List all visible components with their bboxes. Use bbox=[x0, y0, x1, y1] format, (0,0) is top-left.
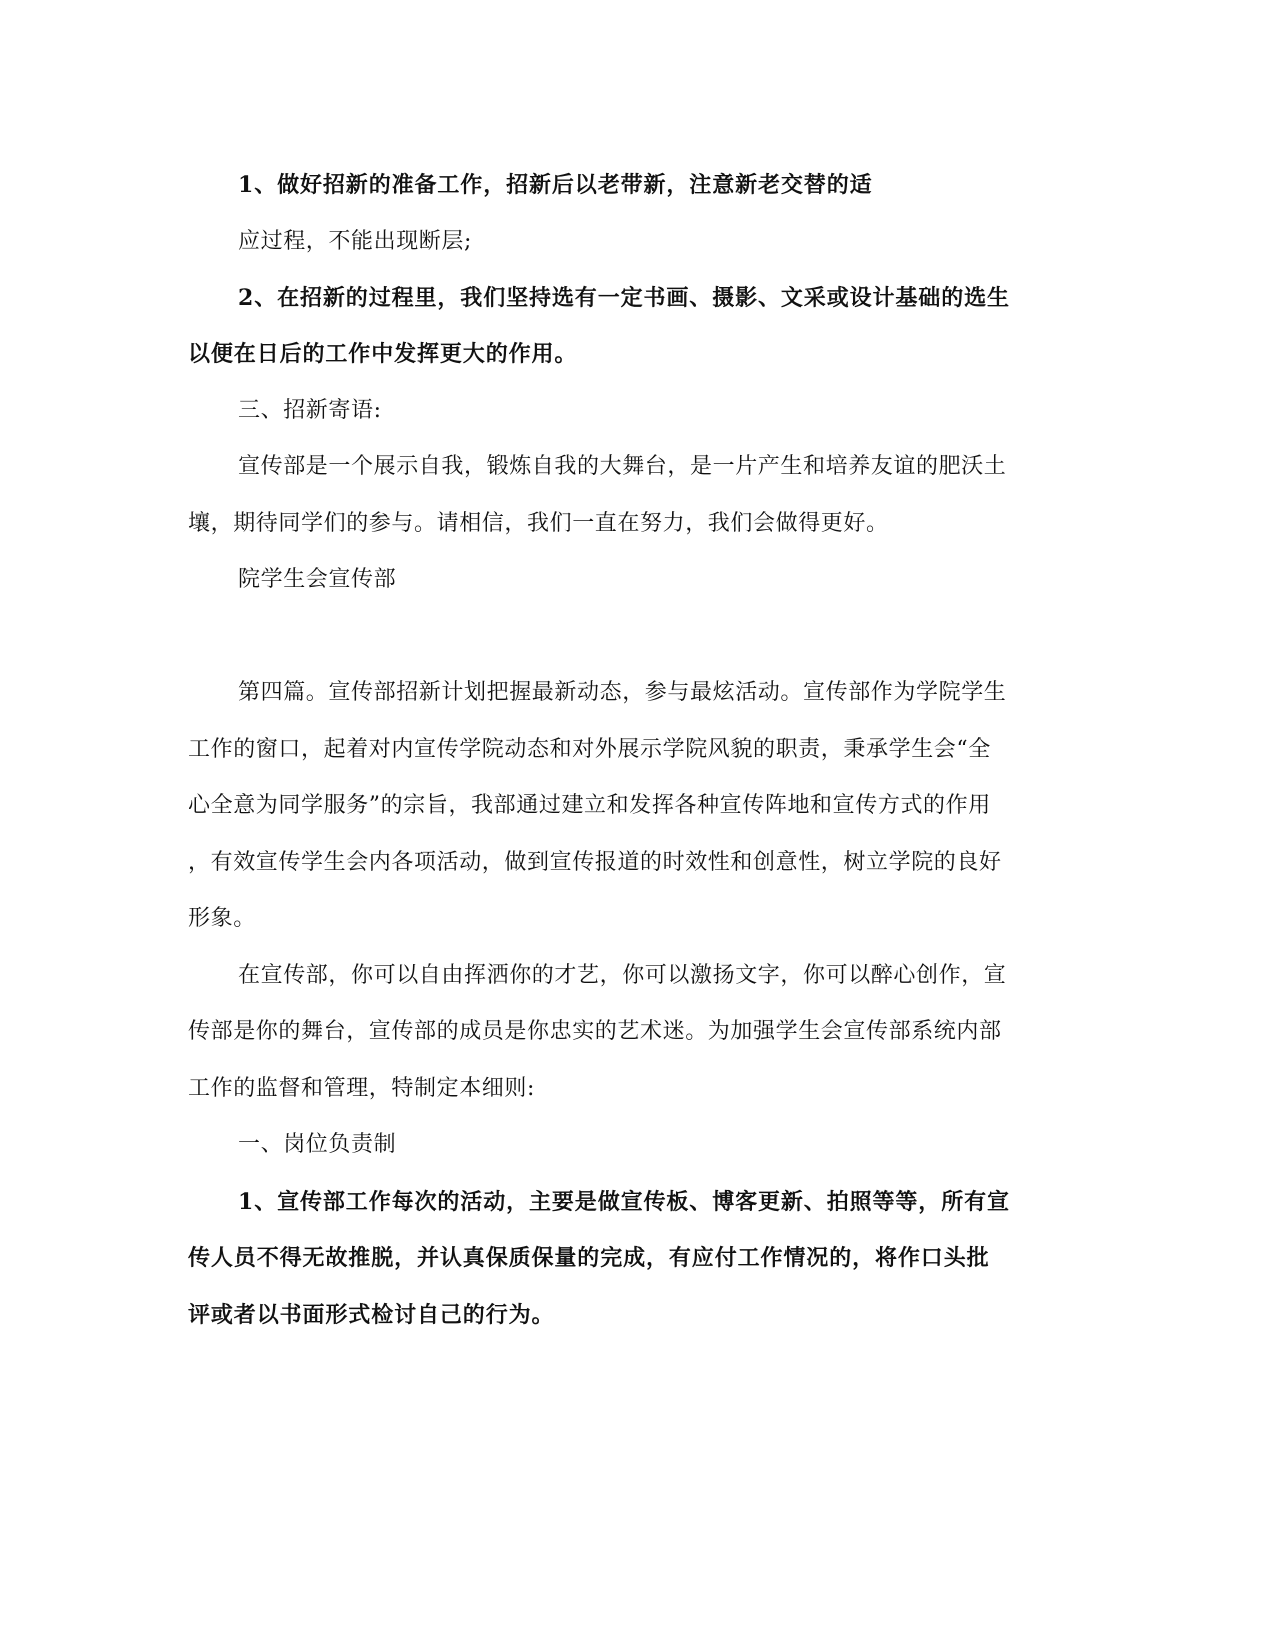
paragraph-line: 形象。 bbox=[188, 906, 256, 931]
paragraph-line: 2、在招新的过程里，我们坚持选有一定书画、摄影、文采或设计基础的选生 bbox=[238, 285, 1010, 311]
paragraph-line: 传部是你的舞台，宣传部的成员是你忠实的艺术迷。为加强学生会宣传部系统内部 bbox=[188, 1019, 1002, 1044]
signature-line: 院学生会宣传部 bbox=[238, 567, 397, 592]
paragraph-line: 在宣传部，你可以自由挥洒你的才艺，你可以激扬文字，你可以醉心创作，宣 bbox=[238, 963, 1007, 988]
section-heading: 三、招新寄语: bbox=[238, 398, 382, 423]
paragraph-line: 应过程，不能出现断层; bbox=[238, 229, 473, 254]
paragraph-line: 第四篇。宣传部招新计划把握最新动态，参与最炫活动。宣传部作为学院学生 bbox=[238, 680, 1007, 705]
paragraph-line: 1、做好招新的准备工作，招新后以老带新，注意新老交替的适 bbox=[238, 172, 873, 198]
paragraph-line: 壤，期待同学们的参与。请相信，我们一直在努力，我们会做得更好。 bbox=[188, 511, 889, 536]
paragraph-line: 宣传部是一个展示自我，锻炼自我的大舞台，是一片产生和培养友谊的肥沃土 bbox=[238, 454, 1007, 479]
paragraph-line: 传人员不得无故推脱，并认真保质保量的完成，有应付工作情况的，将作口头批 bbox=[188, 1245, 990, 1271]
paragraph-line: 工作的窗口，起着对内宣传学院动态和对外展示学院风貌的职责，秉承学生会“全 bbox=[188, 737, 991, 762]
paragraph-line: 以便在日后的工作中发挥更大的作用。 bbox=[188, 341, 578, 367]
paragraph-line: 心全意为同学服务”的宗旨，我部通过建立和发挥各种宣传阵地和宣传方式的作用 bbox=[188, 793, 991, 818]
paragraph-line: ，有效宣传学生会内各项活动，做到宣传报道的时效性和创意性，树立学院的良好 bbox=[188, 850, 1002, 875]
section-heading: 一、岗位负责制 bbox=[238, 1132, 397, 1157]
paragraph-line: 评或者以书面形式检讨自己的行为。 bbox=[188, 1302, 555, 1328]
paragraph-line: 1、宣传部工作每次的活动，主要是做宣传板、博客更新、拍照等等，所有宣 bbox=[238, 1189, 1010, 1215]
paragraph-line: 工作的监督和管理，特制定本细则: bbox=[188, 1076, 536, 1101]
